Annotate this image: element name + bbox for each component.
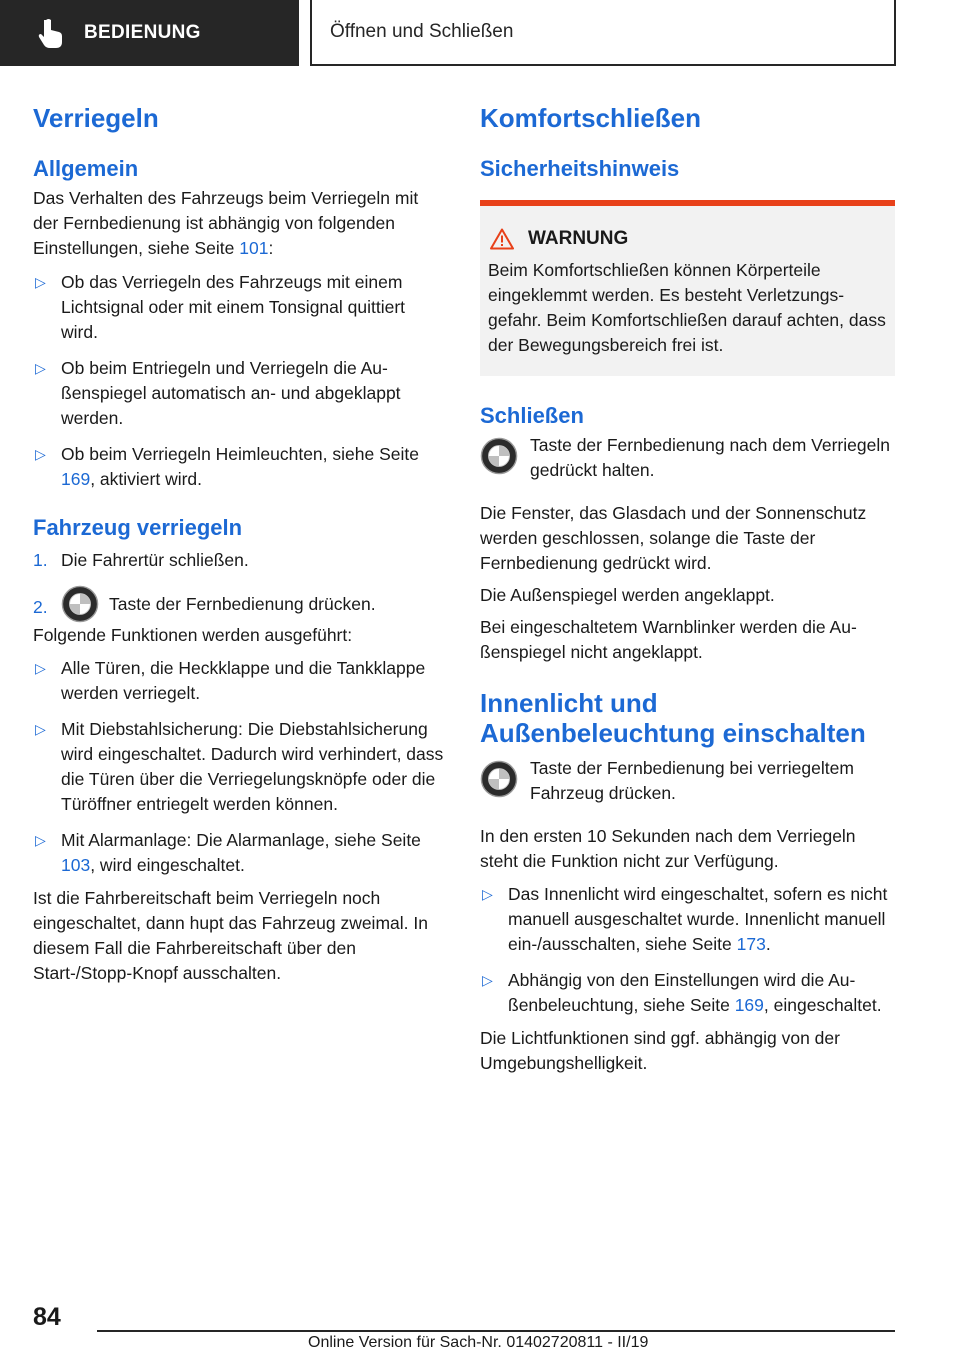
- step-item: [33, 548, 445, 573]
- page-link-173[interactable]: 173: [736, 934, 766, 954]
- step-text: Die Fahrertür schließen.: [61, 550, 249, 570]
- step-item: [33, 585, 445, 623]
- bullet-triangle-icon: ▷: [35, 660, 46, 676]
- footer-divider: [97, 1330, 895, 1332]
- chapter-title-box: [310, 0, 896, 66]
- closing-para-2: Die Außenspiegel werden angeklappt.: [480, 585, 775, 605]
- page-link-169[interactable]: 169: [61, 469, 91, 489]
- heading-komfortschliessen: Komfortschließen: [480, 103, 702, 133]
- heading-allgemein: Allgemein: [33, 156, 139, 181]
- bullet-triangle-icon: ▷: [35, 274, 46, 290]
- heading-sicherheitshinweis: Sicherheitshinweis: [480, 156, 680, 181]
- bullet-triangle-icon: ▷: [35, 446, 46, 462]
- key-instruction: [480, 756, 895, 806]
- list-item: ▷ Mit Alarmanlage: Die Alarmanlage, siehe Seite 103, wird eingeschaltet.: [35, 830, 421, 875]
- warning-box: [480, 200, 895, 376]
- list-item: ▷ Abhängig von den Einstellungen wird die Außenbeleuchtung, siehe Seite 169, eingeschaltet.: [482, 970, 882, 1015]
- step-number: 1.: [33, 550, 48, 570]
- bullet-triangle-icon: ▷: [35, 832, 46, 848]
- list-item: ▷ Alle Türen, die Heckklappe und die Tankklappe werden verriegelt.: [35, 658, 426, 703]
- list-item: ▷ Ob beim Verriegeln Heimleuchten, siehe Seite 169, aktiviert wird.: [35, 444, 419, 489]
- lock-closing-text: Ist die Fahrbereitschaft beim Verriegeln noch eingeschaltet, dann hupt das Fahrzeug zweimal. In diesem Fall die Fahrbereitschaft über den Start-/Stopp-Knopf ausschalten.: [33, 888, 428, 983]
- page-link-103[interactable]: 103: [61, 855, 91, 875]
- key-instruction: [480, 433, 895, 483]
- closing-para-3: Bei eingeschaltetem Warnblinker werden die Außenspiegel nicht angeklappt.: [480, 617, 857, 662]
- chapter-title: Öffnen und Schließen: [330, 21, 514, 42]
- section-tab: [0, 0, 299, 66]
- bmw-key-button-icon: [480, 437, 518, 475]
- page-link-101[interactable]: 101: [239, 238, 269, 258]
- bullet-triangle-icon: ▷: [482, 972, 493, 988]
- step-number: 2.: [33, 597, 48, 617]
- heading-schliessen: Schließen: [480, 403, 584, 428]
- lights-para-1: In den ersten 10 Sekunden nach dem Verriegeln steht die Funktion nicht zur Verfügung.: [480, 826, 856, 871]
- page-link-169[interactable]: 169: [734, 995, 764, 1015]
- list-item: ▷ Mit Diebstahlsicherung: Die Diebstahlsicherung wird eingeschaltet. Dadurch wird verhindert, dass die Türen über die Verriegelungsknöpfe oder die Türöffner entriegelt werden können.: [35, 719, 444, 814]
- page-number: 84: [33, 1303, 61, 1331]
- warning-triangle-icon: [490, 228, 514, 250]
- page-header: [0, 0, 960, 66]
- heading-fahrzeug-verriegeln: Fahrzeug verriegeln: [33, 515, 243, 540]
- right-column: [480, 100, 895, 1076]
- general-intro: Das Verhalten des Fahrzeugs beim Verriegeln mit der Fernbedienung ist abhängig von folgenden Einstellungen, siehe Seite 101:: [33, 188, 419, 258]
- lock-bullet-list: [33, 656, 445, 878]
- left-column: [33, 100, 445, 986]
- lights-para-2: Die Lichtfunktionen sind ggf. abhängig von der Umgebungshelligkeit.: [480, 1028, 840, 1073]
- closing-para-1: Die Fenster, das Glasdach und der Sonnenschutz werden geschlossen, solange die Taste der Fernbedienung gedrückt wird.: [480, 503, 867, 573]
- key-text: Taste der Fernbedienung nach dem Verriegeln gedrückt halten.: [530, 435, 890, 480]
- functions-intro: Folgende Funktionen werden ausgeführt:: [33, 625, 353, 645]
- bmw-key-button-icon: [61, 585, 99, 623]
- heading-verriegeln: Verriegeln: [33, 103, 159, 133]
- footer-version: Online Version für Sach-Nr. 01402720811 - II/19: [308, 1334, 649, 1351]
- bmw-key-button-icon: [480, 760, 518, 798]
- key-text: Taste der Fernbedienung bei verriegeltem Fahrzeug drücken.: [530, 758, 854, 803]
- lights-bullet-list: [480, 882, 895, 1018]
- list-item: ▷ Ob beim Entriegeln und Verriegeln die Außenspiegel automatisch an- und abgeklappt werden.: [35, 358, 401, 428]
- section-label: BEDIENUNG: [84, 22, 201, 43]
- bullet-triangle-icon: ▷: [482, 886, 493, 902]
- list-item: ▷ Das Innenlicht wird eingeschaltet, sofern es nicht manuell ausgeschaltet wurde. Innenlicht manuell ein-/ausschalten, siehe Seite 173.: [482, 884, 888, 954]
- bullet-triangle-icon: ▷: [35, 360, 46, 376]
- general-bullet-list: [33, 270, 445, 492]
- step-text: Taste der Fernbedienung drücken.: [109, 593, 376, 614]
- hand-pointer-icon: [38, 18, 64, 48]
- warning-text: Beim Komfortschließen können Körperteile eingeklemmt werden. Es besteht Verletzungsgefahr. Beim Komfortschließen darauf achten, dass der Bewegungsbereich frei ist.: [488, 260, 886, 355]
- lock-steps: [33, 548, 445, 623]
- warning-title: WARNUNG: [528, 228, 629, 249]
- list-item: ▷ Ob das Verriegeln des Fahrzeugs mit einem Lichtsignal oder mit einem Tonsignal quittiert wird.: [35, 272, 406, 342]
- bullet-triangle-icon: ▷: [35, 721, 46, 737]
- heading-innenlicht: Innenlicht und Außenbeleuchtung einschalten: [480, 688, 866, 748]
